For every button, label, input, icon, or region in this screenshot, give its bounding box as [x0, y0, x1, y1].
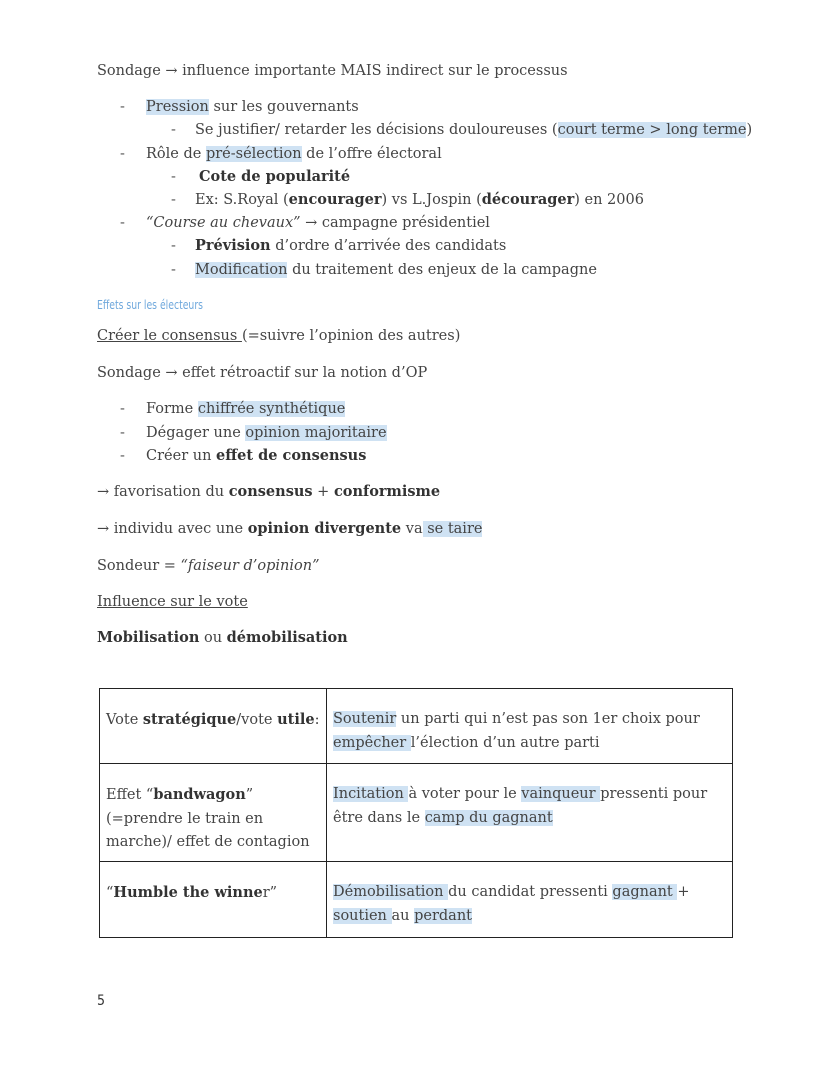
table-row	[100, 764, 733, 862]
bullet-dash: -	[120, 448, 125, 464]
subbullet-cote: Cote de popularité	[199, 168, 351, 185]
bullet-forme: Forme chiffrée synthétique	[146, 401, 346, 417]
table-cell-right: Démobilisation du candidat pressenti gagnant + soutien au perdant	[327, 862, 733, 938]
bullet-dash: -	[120, 425, 125, 441]
table-cell-right: Incitation à voter pour le vainqueur pressenti pour être dans le camp du gagnant	[327, 764, 733, 862]
subbullet-prevision: Prévision d’ordre d’arrivée des candidats	[195, 237, 507, 254]
table-row	[100, 689, 733, 764]
bullet-course: “Course au chevaux” → campagne présidentiel	[146, 215, 490, 231]
subbullet-dash: -	[171, 238, 176, 254]
bullet-role: Rôle de pré-sélection de l’offre électoral	[146, 146, 442, 162]
bullet-dash: -	[120, 215, 125, 231]
table-cell-left: “Humble the winner”	[100, 862, 327, 938]
table-cell-left: Vote stratégique/vote utile:	[100, 689, 327, 764]
subbullet-example: Ex: S.Royal (encourager) vs L.Jospin (décourager) en 2006	[195, 191, 644, 208]
bullet-dash: -	[120, 146, 125, 162]
table-cell-left: Effet “bandwagon” (=prendre le train en marche)/ effet de contagion	[100, 764, 327, 862]
bullet-creer: Créer un effet de consensus	[146, 447, 367, 464]
bullet-degager: Dégager une opinion majoritaire	[146, 425, 387, 441]
paragraph-sondage-influence: Sondage → influence importante MAIS indirect sur le processus	[97, 63, 568, 79]
section-heading: Effets sur les électeurs	[97, 298, 203, 312]
table-row	[100, 862, 733, 938]
subbullet-modification: Modification du traitement des enjeux de la campagne	[195, 262, 597, 278]
paragraph-individu: → individu avec une opinion divergente va se taire	[97, 520, 483, 537]
paragraph-mobilisation: Mobilisation ou démobilisation	[97, 629, 348, 646]
subbullet-dash: -	[171, 262, 176, 278]
subbullet-justifier: Se justifier/ retarder les décisions douloureuses (court terme > long terme)	[195, 122, 753, 138]
vote-effects-table	[99, 688, 733, 938]
paragraph-retroactif: Sondage → effet rétroactif sur la notion d’OP	[97, 365, 428, 381]
paragraph-favorisation: → favorisation du consensus + conformisme	[97, 483, 441, 500]
paragraph-influence-vote: Influence sur le vote	[97, 594, 248, 610]
subbullet-dash: -	[171, 122, 176, 138]
subbullet-dash: -	[171, 192, 176, 208]
bullet-dash: -	[120, 401, 125, 417]
bullet-dash: -	[120, 99, 125, 115]
paragraph-sondeur: Sondeur = “faiseur d’opinion”	[97, 558, 320, 574]
subbullet-dash: -	[171, 169, 176, 185]
paragraph-consensus: Créer le consensus (=suivre l’opinion des autres)	[97, 328, 461, 344]
page-number: 5	[97, 993, 106, 1009]
table-cell-right: Soutenir un parti qui n’est pas son 1er choix pour empêcher l’élection d’un autre parti	[327, 689, 733, 764]
bullet-pression: Pression sur les gouvernants	[146, 99, 359, 115]
